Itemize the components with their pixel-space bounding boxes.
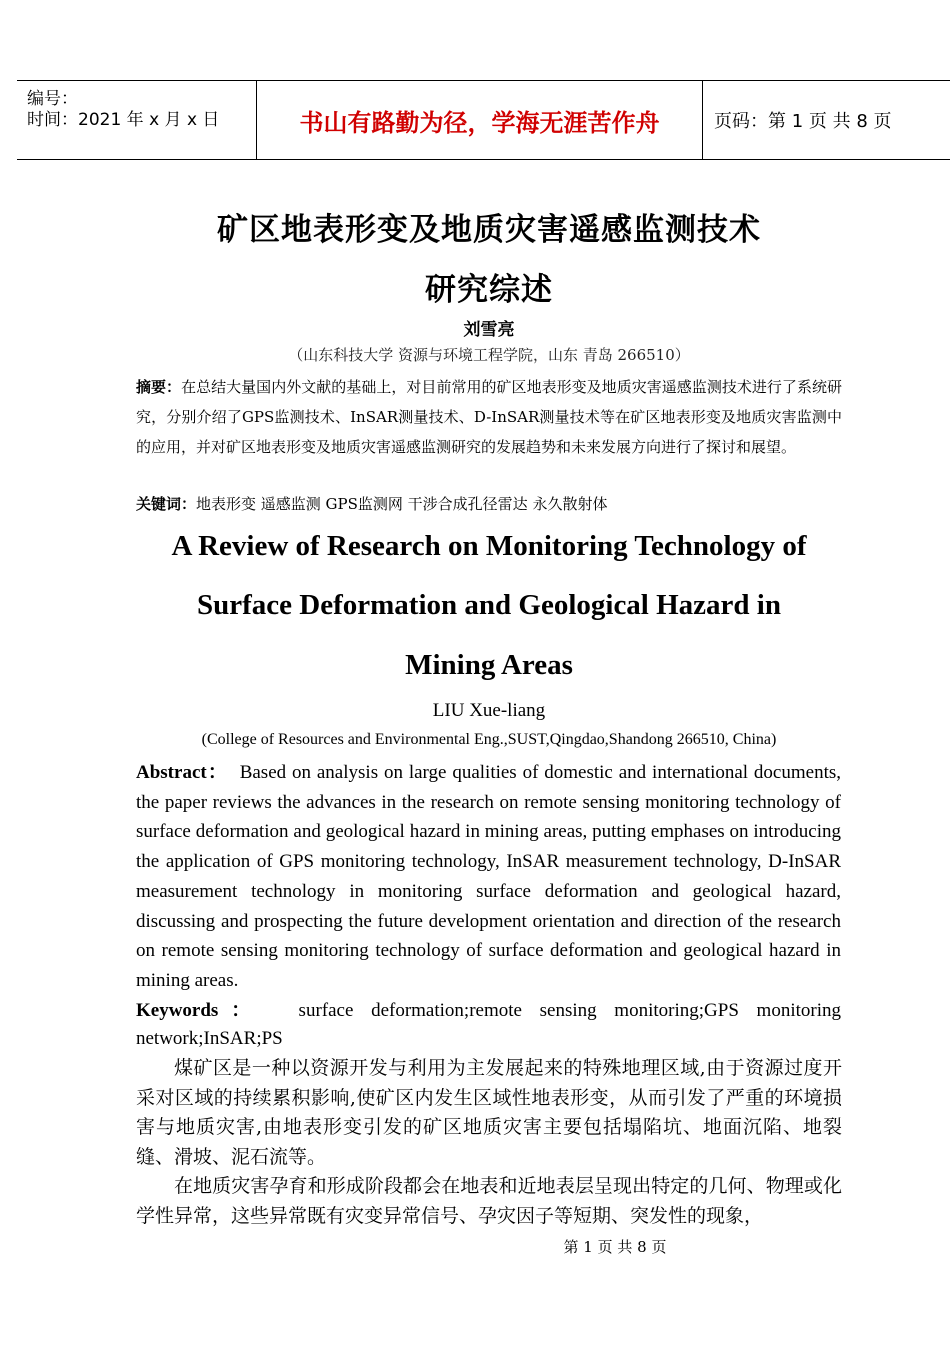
document-date-label: 时间：2021 年 x 月 x 日 (27, 110, 220, 130)
cn-keywords-label: 关键词： (136, 495, 197, 513)
en-title-line3: Mining Areas (405, 649, 573, 681)
cn-keywords-text: 地表形变 遥感监测 GPS监测网 干涉合成孔径雷达 永久散射体 (196, 495, 608, 513)
cn-title-line1: 矿区地表形变及地质灾害遥感监测技术 (217, 212, 761, 248)
document-number-label: 编号： (27, 89, 78, 109)
en-author: LIU Xue-liang (432, 700, 546, 721)
en-keywords (136, 997, 841, 1053)
cn-abstract-text: 在总结大量国内外文献的基础上，对目前常用的矿区地表形变及地质灾害遥感监测技术进行了系统研究，分别介绍了GPS监测技术、InSAR测量技术、D-InSAR测量技术等在矿区地表形变及地质灾害监测中的应用，并对矿区地表形变及地质灾害遥感监测研究的发展趋势和未来发展方向进行了探讨和展望。 (136, 378, 842, 456)
en-abstract-label: Abstract： (136, 762, 228, 783)
en-keywords-label: Keywords： (136, 1000, 264, 1021)
en-affiliation: (College of Resources and Environmental Eng.,SUST,Qingdao,Shandong 266510, China) (201, 731, 777, 748)
en-abstract-text: Based on analysis on large qualities of domestic and international documents, the paper reviews the advances in the research on remote sensing monitoring technology of surface deformation and geological hazard in mining areas, putting emphases on introducing the application of GPS monitoring technology, InSAR measurement technology, D-InSAR measurement technology in monitoring surface deformation and geological hazard, discussing and prospecting the future development orientation and direction of the research on remote sensing monitoring technology of surface deformation and geological hazard in mining areas. (136, 762, 842, 991)
cn-abstract-label: 摘要： (136, 378, 182, 396)
header-info-cell (17, 81, 257, 159)
body-paragraph-2: 在地质灾害孕育和形成阶段都会在地表和近地表层呈现出特定的几何、物理或化学性异常，这些异常既有灾变异常信号、孕灾因子等短期、突发性的现象， (136, 1175, 842, 1227)
en-abstract (136, 758, 841, 996)
header-motto: 书山有路勤为径，学海无涯苦作舟 (257, 81, 703, 159)
cn-author: 刘雪亮 (463, 320, 515, 340)
header-page-info: 页码：第 1 页 共 8 页 (714, 111, 892, 132)
cn-affiliation: （山东科技大学 资源与环境工程学院，山东 青岛 266510） (288, 346, 690, 364)
header-table (17, 80, 950, 160)
body-paragraph-1: 煤矿区是一种以资源开发与利用为主发展起来的特殊地理区域,由于资源过度开采对区域的持续累积影响,使矿区内发生区域性地表形变，从而引发了严重的环境损害与地质灾害,由地表形变引发的矿区地质灾害主要包括塌陷坑、地面沉陷、地裂缝、滑坡、泥石流等。 (136, 1057, 842, 1168)
cn-abstract (136, 372, 842, 462)
en-keywords-text: surface deformation;remote sensing monitoring;GPS monitoring network;InSAR;PS (136, 1000, 842, 1049)
page-footer: 第 1 页 共 8 页 (563, 1238, 667, 1256)
en-title-line2: Surface Deformation and Geological Hazard in (197, 589, 781, 621)
en-title-line1: A Review of Research on Monitoring Technology of (171, 530, 807, 562)
cn-title-line2: 研究综述 (425, 272, 553, 308)
cn-keywords (136, 492, 842, 516)
